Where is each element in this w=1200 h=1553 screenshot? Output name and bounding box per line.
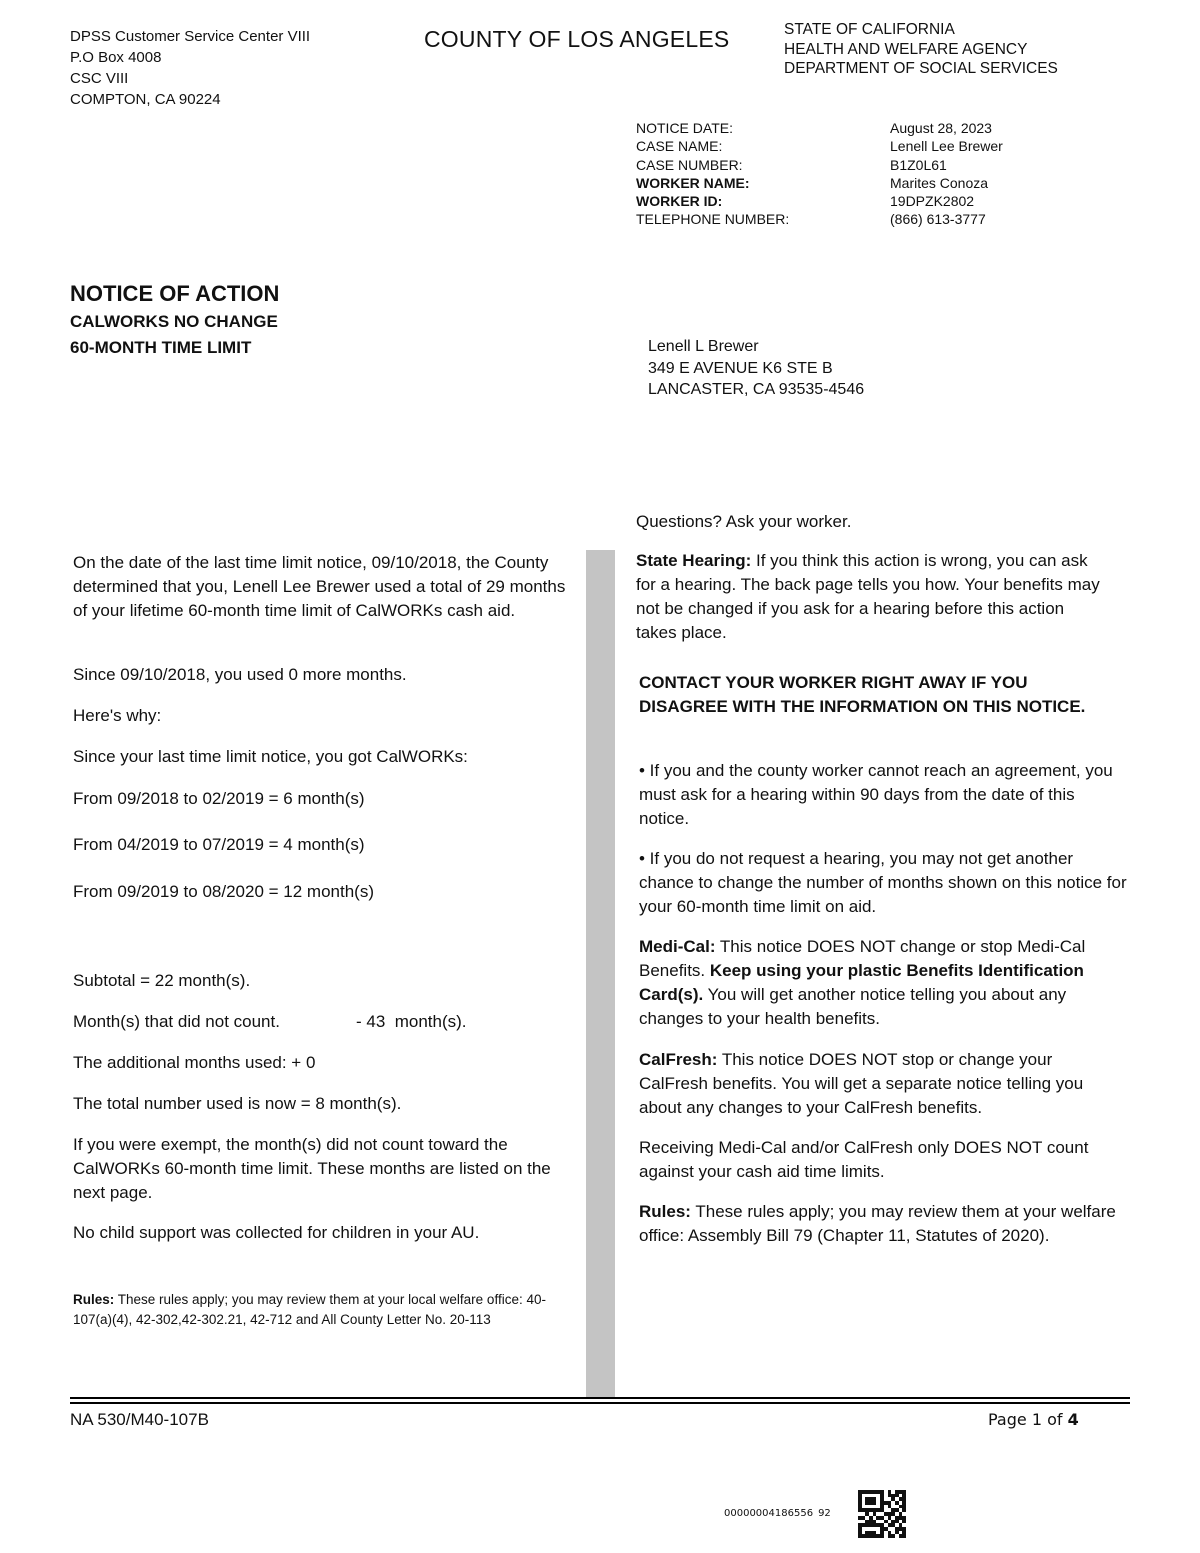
case-info-value: B1Z0L61 — [890, 156, 947, 173]
case-info-value: Marites Conoza — [890, 174, 989, 191]
recipient-street: 349 E AVENUE K6 STE B — [648, 359, 833, 377]
period-line: From 04/2019 to 07/2019 = 4 month(s) — [73, 835, 365, 854]
county-name: COUNTY OF LOS ANGELES — [424, 26, 730, 52]
child-support-paragraph: No child support was collected for children in your AU. — [73, 1223, 480, 1242]
case-info-label: NOTICE DATE: — [636, 120, 733, 136]
case-info-label: CASE NUMBER: — [636, 156, 743, 173]
medical-label: Medi-Cal: — [639, 937, 716, 956]
notice-title: NOTICE OF ACTION — [70, 281, 280, 306]
not-count-line — [73, 1010, 573, 1034]
left-column — [73, 0, 573, 1400]
form-number: NA 530/M40-107B — [70, 1410, 209, 1429]
rules-text: These rules apply; you may review them at your welfare office: Assembly Bill 79 (Chapter 11, Statutes of 2020). — [639, 1202, 1116, 1245]
page-prefix: Page 1 of — [988, 1410, 1068, 1429]
period-line: From 09/2019 to 08/2020 = 12 month(s) — [73, 882, 374, 901]
notice-subtitle: 60-MONTH TIME LIMIT — [70, 338, 252, 357]
rules-label: Rules: — [639, 1202, 691, 1221]
notice-subtitle: CALWORKS NO CHANGE — [70, 312, 278, 331]
case-info-value: Lenell Lee Brewer — [890, 138, 1003, 155]
right-rules — [639, 1200, 1129, 1248]
receiving-paragraph: Receiving Medi-Cal and/or CalFresh only DOES NOT count against your cash aid time limits. — [639, 1138, 1089, 1181]
why-paragraph: Here's why: — [73, 706, 162, 725]
right-column — [636, 0, 1131, 1400]
page-number — [988, 1410, 1079, 1429]
rules-label: Rules: — [73, 1292, 115, 1307]
calfresh-paragraph — [639, 1048, 1124, 1120]
qr-code-icon — [858, 1490, 906, 1538]
case-info-label: TELEPHONE NUMBER: — [636, 211, 790, 228]
case-info-value: (866) 613-3777 — [890, 211, 986, 228]
recipient-name: Lenell L Brewer — [648, 338, 759, 355]
sender-line: CSC VIII — [70, 70, 129, 87]
case-info-label: WORKER ID: — [636, 193, 723, 210]
hearing-paragraph — [636, 549, 1106, 645]
hearing-label: State Hearing: — [636, 551, 752, 570]
recipient-city: LANCASTER, CA 93535-4546 — [648, 381, 865, 398]
contact-warning: CONTACT YOUR WORKER RIGHT AWAY IF YOU DISAGREE WITH THE INFORMATION ON THIS NOTICE. — [639, 673, 1086, 716]
column-divider — [586, 550, 615, 1397]
subtotal-line: Subtotal = 22 month(s). — [73, 971, 251, 990]
rules-text: These rules apply; you may review them at your local welfare office: 40-107(a)(4), 42-302,42-302.21, 42-712 and All County Letter No. 20-113 — [73, 1292, 546, 1327]
page-total: 4 — [1067, 1410, 1079, 1429]
footer-rule — [70, 1402, 1130, 1404]
calfresh-text: This notice DOES NOT stop or change your CalFresh benefits. You will get a separate notice telling you about any changes to your CalFresh benefits. — [639, 1050, 1084, 1117]
sender-line: DPSS Customer Service Center VIII — [70, 28, 311, 45]
not-count-label: Month(s) that did not count. — [73, 1012, 280, 1031]
got-paragraph: Since your last time limit notice, you got CalWORKs: — [73, 747, 468, 766]
not-count-value: - 43 month(s). — [356, 1012, 467, 1031]
medical-paragraph — [639, 935, 1129, 1031]
footer-rule — [70, 1397, 1130, 1399]
intro-paragraph: On the date of the last time limit notice, 09/10/2018, the County determined that you, Lenell Lee Brewer used a total of 29 months of your lifetime 60-month time limit of CalWORKs cash aid. — [73, 553, 566, 620]
left-rules — [73, 1290, 558, 1329]
exempt-paragraph: If you were exempt, the month(s) did not count toward the CalWORKs 60-month time limit. These months are listed on the next page. — [73, 1135, 551, 1202]
barcode-number: 00000004186556 92 — [724, 1508, 831, 1519]
medical-text: You will get another notice telling you about any changes to your health benefits. — [639, 985, 1067, 1028]
hearing-text: If you think this action is wrong, you can ask for a hearing. The back page tells you how. Your benefits may not be changed if you ask for a hearing before this action takes place. — [636, 551, 1100, 642]
questions-text: Questions? Ask your worker. — [636, 512, 852, 531]
case-info-label: CASE NAME: — [636, 138, 723, 155]
state-line: STATE OF CALIFORNIA — [784, 21, 955, 38]
sender-line: COMPTON, CA 90224 — [70, 91, 221, 108]
total-line: The total number used is now = 8 month(s). — [73, 1094, 402, 1113]
case-info-label: WORKER NAME: — [636, 174, 750, 191]
medical-bold: Keep using your plastic Benefits Identification Card(s). — [639, 961, 1084, 1004]
state-line: HEALTH AND WELFARE AGENCY — [784, 40, 1028, 58]
bullet-paragraph: • If you and the county worker cannot reach an agreement, you must ask for a hearing within 90 days from the date of this notice. — [639, 761, 1113, 828]
case-info-value: August 28, 2023 — [890, 120, 992, 136]
additional-line: The additional months used: + 0 — [73, 1053, 316, 1072]
calfresh-label: CalFresh: — [639, 1050, 718, 1069]
state-line: DEPARTMENT OF SOCIAL SERVICES — [784, 60, 1058, 77]
sender-line: P.O Box 4008 — [70, 49, 162, 66]
period-line: From 09/2018 to 02/2019 = 6 month(s) — [73, 789, 365, 808]
bullet-paragraph: • If you do not request a hearing, you may not get another chance to change the number of months shown on this notice for your 60-month time limit on aid. — [639, 849, 1127, 916]
case-info-value: 19DPZK2802 — [890, 193, 975, 210]
since-paragraph: Since 09/10/2018, you used 0 more months. — [73, 665, 407, 684]
medical-text: This notice DOES NOT change or stop Medi-Cal Benefits. — [639, 937, 1086, 980]
